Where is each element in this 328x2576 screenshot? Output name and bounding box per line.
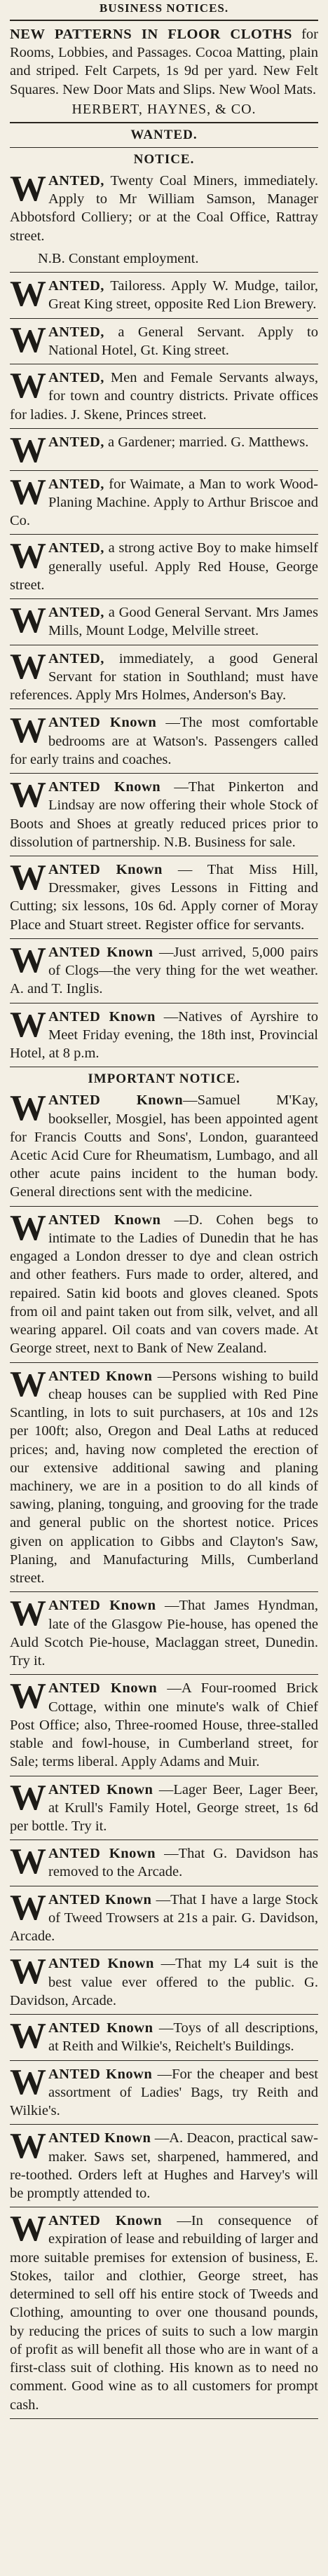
divider xyxy=(10,470,318,471)
ad-text: —Toys of all descriptions, at Reith and Wilkie's, Reichelt's Buildings. xyxy=(48,2020,318,2055)
ad-body xyxy=(10,1004,318,1063)
divider xyxy=(10,318,318,319)
drop-cap: W xyxy=(10,536,46,577)
floorcloths-text: for Rooms, Lobbies, and Passages. Cocoa Matting, plain and striped. Felt Carpets, 1s 9d per yard. New Felt Squares. New Door Mats and Slips. New Wool Mats. xyxy=(10,27,319,97)
notice-title: NOTICE. xyxy=(133,151,195,167)
drop-cap: W xyxy=(10,1887,46,1928)
ad-lead: ANTED Known xyxy=(48,2020,153,2036)
divider xyxy=(10,147,318,148)
ad-text: for Waimate, a Man to work Wood-Planing Machine. Apply to Arthur Briscoe and Co. xyxy=(10,476,319,529)
wanted-ad xyxy=(10,2126,319,2202)
wanted-ad xyxy=(10,1364,318,1588)
ad-lead: ANTED Known xyxy=(48,2130,151,2146)
divider xyxy=(10,534,318,535)
ad-body xyxy=(10,713,318,769)
wanted-ad xyxy=(10,366,319,424)
drop-cap: W xyxy=(10,1088,46,1129)
ad-body xyxy=(10,366,319,424)
ad-text: —Persons wishing to build cheap houses can be supplied with Red Pine Scantling, in lots to suit purchasers, at 10s and 12s per 100ft; also, Oregon and Deal Laths at reduced prices; and, having now completed the erection of our extensive additional sawing and planing machinery, we are in a position to do all kinds of sawing, planing, tonguing, and grooving for the trade and general public on the shortest notice. Prices given on application to Gibbs and Clayton's Saw, Planing, and Manufacturing Mills, Cumberland street. xyxy=(10,1368,318,1587)
wanted-ad xyxy=(10,1596,318,1670)
ad-lead: ANTED, xyxy=(48,324,104,340)
ad-body xyxy=(10,857,319,934)
drop-cap: W xyxy=(10,1594,46,1634)
ad-body xyxy=(10,1207,319,1358)
wanted-known-list xyxy=(10,1207,319,2419)
ad-body xyxy=(10,2062,319,2121)
ad-text: —Just arrived, 5,000 pairs of Clogs—the very thing for the wet weather. A. and T. Inglis. xyxy=(10,944,319,997)
ad-body xyxy=(10,1676,319,1771)
divider xyxy=(10,2418,318,2419)
ad-text: —In consequence of expiration of lease and rebuilding of larger and more suitable premises for extension of business, E. Stokes, tailor and clothier, George street, has determined to sell off his entire stock of Tweeds and Clothing, amounting to over one thousand pounds, by reducing the prices of suits to such a low margin of profit as will benefit all those who are in want of a first-class suit of clothing. His known as to need no comment. Good wine as to all customers for prompt cash. xyxy=(10,2213,318,2413)
divider xyxy=(10,2060,318,2061)
divider xyxy=(10,20,318,21)
notice-ad xyxy=(10,168,318,268)
ad-body xyxy=(10,646,318,705)
ad-lead: ANTED, xyxy=(48,605,104,621)
wanted-ad xyxy=(10,2016,318,2057)
ad-body xyxy=(10,1596,318,1670)
ad-lead: ANTED Known xyxy=(48,944,153,960)
ad-text: —That G. Davidson has removed to the Arcade. xyxy=(48,1846,319,1880)
divider xyxy=(10,938,318,939)
drop-cap: W xyxy=(10,320,46,360)
ad-lead: ANTED, xyxy=(48,476,104,492)
wanted-ad xyxy=(10,1207,319,1358)
ad-lead: ANTED Known xyxy=(48,1092,184,1109)
ad-body xyxy=(10,2126,319,2202)
drop-cap: W xyxy=(10,646,46,687)
drop-cap: W xyxy=(10,1676,46,1717)
ad-lead: ANTED, xyxy=(48,650,104,666)
ad-lead: ANTED Known xyxy=(48,1368,153,1384)
drop-cap: W xyxy=(10,940,46,980)
ad-text: —A. Deacon, practical saw-maker. Saws set, sharpened, hammered, and re-toothed. Orders left at Hughes and Harvey's will be promptly attended to. xyxy=(10,2130,319,2201)
divider xyxy=(10,122,318,123)
wanted-ad xyxy=(10,2209,318,2414)
ad-text: —That Pinkerton and Lindsay are now offering their whole Stock of Boots and Shoes at greatly reduced prices prior to dissolution of partnership. N.B. Business for sale. xyxy=(10,779,319,850)
ad-body xyxy=(10,1844,318,1881)
drop-cap: W xyxy=(10,857,46,898)
wanted-ad xyxy=(10,1676,319,1771)
ad-text: a General Servant. Apply to National Hotel, Gt. King street. xyxy=(48,324,318,358)
drop-cap: W xyxy=(10,2126,46,2167)
ad-lead: ANTED Known xyxy=(48,1212,161,1228)
ad-lead: ANTED Known xyxy=(48,1598,156,1614)
ad-text: —For the cheaper and best assortment of Ladies' Bags, try Reith and Wilkie's. xyxy=(10,2066,319,2119)
wanted-ad xyxy=(10,1954,318,2010)
drop-cap: W xyxy=(10,2209,46,2249)
ad-text: Men and Female Servants always, for town and country districts. Private offices for ladies. J. Skene, Princes street. xyxy=(10,370,319,423)
ad-lead: ANTED Known xyxy=(48,1846,156,1862)
wanted-ad xyxy=(10,1844,318,1881)
ad-lead: ANTED Known xyxy=(48,1781,153,1797)
floorcloths-signature: HERBERT, HAYNES, & CO. xyxy=(71,101,257,117)
ad-text: a strong active Boy to make himself generally useful. Apply Red House, George street. xyxy=(10,540,318,593)
ad-lead: ANTED Known xyxy=(48,1008,156,1025)
drop-cap: W xyxy=(10,2016,46,2057)
wanted-ad xyxy=(10,940,319,999)
ad-text: —That my L4 suit is the best value ever offered to the public. G. Davidson, Arcade. xyxy=(10,1956,319,2008)
notice-body xyxy=(10,168,318,245)
ad-text: — That Miss Hill, Dressmaker, gives Lessons in Fitting and Cutting; six lessons, 10s 6d. Apply corner of Moray Place and Stuart street. Register office for servants. xyxy=(10,861,319,933)
divider xyxy=(10,773,318,774)
floorcloths-body xyxy=(10,25,318,99)
wanted-ad xyxy=(10,430,318,470)
wanted-ads-list xyxy=(10,274,319,1067)
wanted-header: WANTED. xyxy=(130,127,198,142)
wanted-ad xyxy=(10,1004,318,1063)
ad-text: a Good General Servant. Mrs James Mills, Mount Lodge, Melville street. xyxy=(48,605,319,639)
divider xyxy=(10,1839,318,1840)
wanted-ad xyxy=(10,1777,319,1836)
ad-text: immediately, a good General Servant for station in Southland; must have references. Apply Mrs Holmes, Anderson's Bay. xyxy=(10,650,318,704)
drop-cap: W xyxy=(10,1207,46,1248)
ad-lead: ANTED Known xyxy=(48,715,157,731)
floorcloths-lead: NEW PATTERNS IN FLOOR CLOTHS xyxy=(10,27,292,42)
ad-lead: ANTED Known xyxy=(48,1680,158,1697)
ad-lead: ANTED Known xyxy=(48,1956,154,1972)
ad-body xyxy=(10,2209,318,2414)
ad-body xyxy=(10,433,318,451)
divider xyxy=(10,708,318,709)
ad-text: —That I have a large Stock of Tweed Trowsers at 21s a pair. G. Davidson, Arcade. xyxy=(10,1891,318,1945)
drop-cap: W xyxy=(10,711,46,751)
ad-lead: ANTED Known xyxy=(48,2213,163,2229)
floorcloths-ad xyxy=(10,25,318,118)
ad-text: Tailoress. Apply W. Mudge, tailor, Great King street, opposite Red Lion Brewery. xyxy=(48,278,318,313)
ad-lead: ANTED, xyxy=(48,172,104,189)
drop-cap: W xyxy=(10,1364,46,1404)
divider xyxy=(10,1206,318,1207)
divider xyxy=(10,598,318,599)
ad-body xyxy=(10,1954,318,2010)
divider xyxy=(10,1674,318,1675)
divider xyxy=(10,2124,318,2125)
wanted-ad xyxy=(10,646,318,705)
notice-text: Twenty Coal Miners, immediately. Apply to Mr William Samson, Manager Abbotsford Colliery; or at the Coal Office, Rattray street. xyxy=(10,172,318,244)
important-body xyxy=(10,1088,319,1201)
drop-cap: W xyxy=(10,1842,46,1882)
ad-lead: ANTED, xyxy=(48,434,104,450)
ad-text: —That James Hyndman, late of the Glasgow Pie-house, has opened the Auld Scotch Pie-house, Maclaggan street, Dunedin. Try it. xyxy=(10,1598,319,1669)
important-title: IMPORTANT NOTICE. xyxy=(88,1071,240,1087)
ad-text: —Natives of Ayrshire to Meet Friday evening, the 18th inst, Provincial Hotel, at 8 p.m. xyxy=(10,1008,318,1062)
ad-text: —D. Cohen begs to intimate to the Ladies of Dunedin that he has engaged a London dresser to dye and clean ostrich and other feathers. Furs made to order, altered, and repaired. Satin kid boots and gloves cleaned. Spots from oil and paint taken out from silk, velvet, and all wearing apparel. Oil coats and van covers made. At George street, next to Bank of New Zealand. xyxy=(10,1212,319,1357)
ad-lead: ANTED, xyxy=(48,540,104,556)
ad-lead: ANTED Known xyxy=(48,1891,152,1907)
drop-cap: W xyxy=(10,2062,46,2102)
ad-lead: ANTED Known xyxy=(48,2066,153,2082)
drop-cap: W xyxy=(10,1952,46,1992)
ad-text: —The most comfortable bedrooms are at Watson's. Passengers called for early trains and coaches. xyxy=(10,715,319,767)
ad-lead: ANTED, xyxy=(48,370,104,386)
ad-body xyxy=(10,940,319,999)
drop-cap: W xyxy=(10,775,46,816)
divider xyxy=(10,272,318,273)
divider xyxy=(10,2014,318,2015)
ad-body xyxy=(10,536,318,594)
drop-cap: W xyxy=(10,1777,46,1818)
ad-body xyxy=(10,1887,318,1946)
ad-body xyxy=(10,472,319,530)
divider xyxy=(10,1362,318,1363)
ad-lead: ANTED, xyxy=(48,278,104,294)
ad-body xyxy=(10,2016,318,2057)
wanted-ad xyxy=(10,713,318,769)
ad-body xyxy=(10,320,318,360)
drop-cap: W xyxy=(10,472,46,512)
section-header: BUSINESS NOTICES. xyxy=(99,1,229,15)
wanted-ad xyxy=(10,472,319,530)
important-ad xyxy=(10,1088,319,1201)
drop-cap: W xyxy=(10,601,46,641)
wanted-ad xyxy=(10,2062,319,2121)
wanted-ad xyxy=(10,536,318,594)
ad-body xyxy=(10,274,318,315)
drop-cap: W xyxy=(10,1004,46,1045)
drop-cap: W xyxy=(10,168,46,209)
divider xyxy=(10,428,318,429)
wanted-ad xyxy=(10,274,318,315)
wanted-ad xyxy=(10,1887,318,1946)
ad-text: a Gardener; married. G. Matthews. xyxy=(108,434,309,450)
wanted-ad xyxy=(10,320,318,360)
ad-body xyxy=(10,1364,318,1588)
ad-body xyxy=(10,775,319,851)
drop-cap: W xyxy=(10,274,46,315)
ad-text: —Lager Beer, Lager Beer, at Krull's Family Hotel, George street, 1s 6d per bottle. Try it. xyxy=(10,1781,319,1834)
drop-cap: W xyxy=(10,366,46,406)
drop-cap: W xyxy=(10,430,46,470)
divider xyxy=(10,1591,318,1592)
important-text: —Samuel M'Kay, bookseller, Mosgiel, has been appointed agent for Francis Coutts and Sons', London, guaranteed Acetic Acid Cure for Rheumatism, Lumbago, and all other acute pains incident to the human body. General directions sent with the medicine. xyxy=(10,1092,319,1200)
ad-text: —A Four-roomed Brick Cottage, within one minute's walk of Chief Post Office; also, Three-roomed House, three-stalled stable and fowl-house, in Cumberland street, for Sale; terms liberal. Apply Adams and Muir. xyxy=(10,1680,319,1770)
ad-body xyxy=(10,1777,319,1836)
notice-note: N.B. Constant employment. xyxy=(38,250,199,266)
wanted-ad xyxy=(10,857,319,934)
ad-lead: ANTED Known xyxy=(48,861,163,877)
wanted-ad xyxy=(10,775,319,851)
wanted-ad xyxy=(10,603,318,640)
ad-lead: ANTED Known xyxy=(48,779,161,795)
ad-body xyxy=(10,603,318,640)
